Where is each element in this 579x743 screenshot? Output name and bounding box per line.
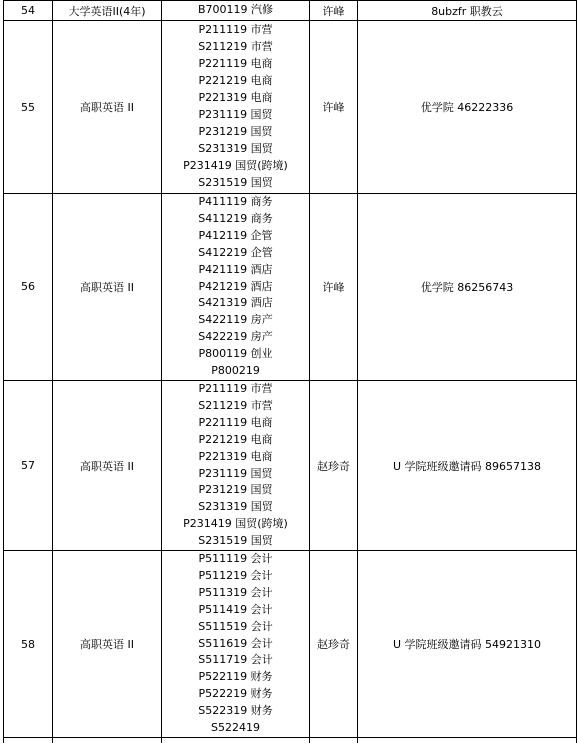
- table-row: [4, 1, 577, 21]
- course-name: 高职英语 II: [53, 380, 162, 550]
- class-entry: S231319 国贸: [198, 141, 273, 155]
- class-entry: P221319 电商: [198, 91, 273, 105]
- class-entry: S522419: [211, 721, 260, 735]
- class-entry: P221219 电商: [198, 74, 273, 88]
- class-entry: P211119 市营: [198, 23, 273, 37]
- class-entry: P800219: [211, 364, 260, 378]
- class-entry: P231219 国贸: [198, 124, 273, 138]
- table-row: [4, 21, 577, 194]
- teacher-name: 许峰: [310, 1, 358, 21]
- class-list: [162, 551, 310, 738]
- platform-code: 优学院 86256743: [358, 194, 577, 381]
- course-name: 高职英语 II: [53, 551, 162, 738]
- class-entry: S231319 国贸: [198, 500, 273, 514]
- platform-code: 8ubzfr 职教云: [358, 1, 577, 21]
- course-name: 高职英语 II: [53, 21, 162, 194]
- class-entry: P221219 电商: [198, 432, 273, 446]
- class-entry: S511719 会计: [198, 653, 273, 667]
- row-number: 58: [4, 551, 53, 738]
- class-entry: S231519 国贸: [198, 534, 273, 548]
- class-entry: P411119 商务: [198, 195, 273, 208]
- schedule-table: [3, 0, 577, 743]
- class-entry: P511319 会计: [198, 585, 273, 599]
- class-entry: P412119 企管: [198, 228, 273, 242]
- class-list: [162, 380, 310, 550]
- class-entry: P421119 酒店: [198, 262, 273, 276]
- class-entry: P231219 国贸: [198, 483, 273, 497]
- row-number: 55: [4, 21, 53, 194]
- class-entry: S231519 国贸: [198, 175, 273, 189]
- class-entry: S421319 酒店: [198, 296, 273, 310]
- class-entry: S422119 房产: [198, 313, 273, 327]
- class-entry: S511519 会计: [198, 619, 273, 633]
- teacher-name: 许峰: [310, 21, 358, 194]
- platform-code: U 学院班级邀请码 89657138: [358, 380, 577, 550]
- table-row: [4, 194, 577, 381]
- class-entry: P231419 国贸(跨境): [183, 517, 288, 531]
- class-entry: S422219 房产: [198, 330, 273, 344]
- class-entry: P221119 电商: [198, 57, 273, 71]
- row-number: 56: [4, 194, 53, 381]
- class-list: [162, 21, 310, 194]
- course-name: 大学英语II(4年): [53, 1, 162, 21]
- teacher-name: 许峰: [310, 194, 358, 381]
- schedule-table-body: [4, 1, 577, 743]
- row-number: 57: [4, 380, 53, 550]
- class-entry: S511619 会计: [198, 636, 273, 650]
- class-entry: P231119 国贸: [198, 466, 273, 480]
- class-entry: B700119 汽修: [197, 3, 274, 17]
- platform-code: U 学院班级邀请码 54921310: [358, 551, 577, 738]
- class-entry: P221119 电商: [198, 415, 273, 429]
- class-entry: P511219 会计: [198, 568, 273, 582]
- table-row: [4, 380, 577, 550]
- class-entry: S412219 企管: [198, 245, 273, 259]
- class-entry: P511419 会计: [198, 602, 273, 616]
- class-entry: P511119 会计: [198, 552, 273, 566]
- class-entry: P522219 财务: [198, 687, 273, 701]
- class-entry: P211119 市营: [198, 381, 273, 395]
- class-entry: P221319 电商: [198, 449, 273, 463]
- class-entry: P800119 创业: [198, 347, 273, 361]
- class-entry: P421219 酒店: [198, 279, 273, 293]
- class-entry: P231119 国贸: [198, 108, 273, 121]
- teacher-name: 赵珍奇: [310, 551, 358, 738]
- class-list: [162, 194, 310, 381]
- class-entry: P522119 财务: [198, 670, 273, 684]
- class-entry: S211219 市营: [198, 40, 273, 54]
- class-entry: S411219 商务: [198, 211, 273, 225]
- teacher-name: 赵珍奇: [310, 380, 358, 550]
- platform-code: 优学院 46222336: [358, 21, 577, 194]
- class-list: [162, 1, 310, 21]
- table-row: [4, 551, 577, 738]
- class-entry: P231419 国贸(跨境): [183, 158, 288, 172]
- course-name: 高职英语 II: [53, 194, 162, 381]
- class-entry: S522319 财务: [198, 704, 273, 718]
- class-entry: S211219 市营: [198, 398, 273, 412]
- row-number: 54: [4, 1, 53, 21]
